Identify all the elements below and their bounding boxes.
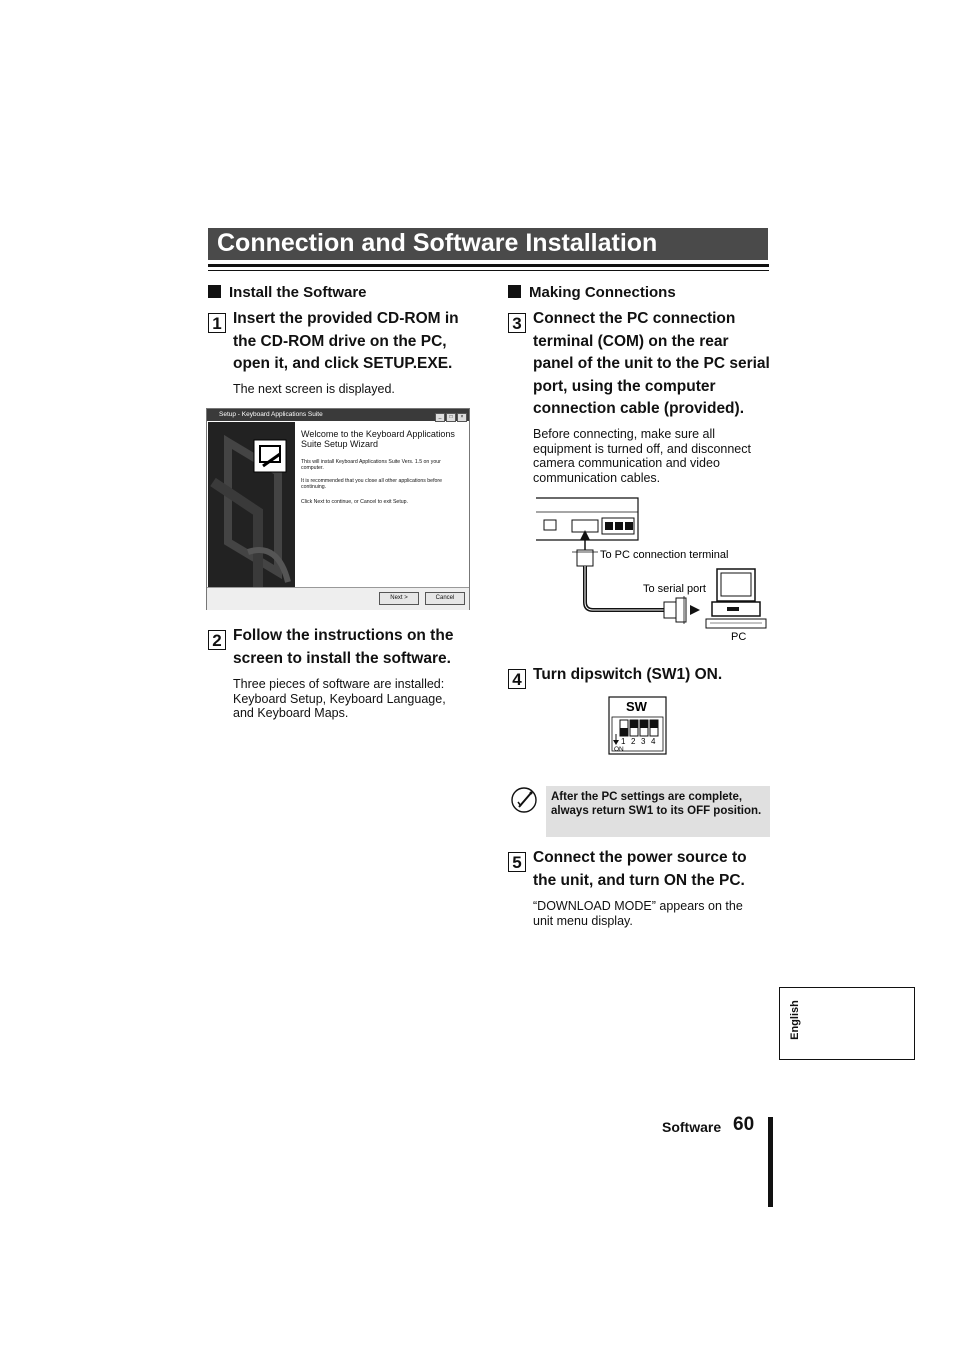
switch-number-4: 4 (651, 737, 656, 746)
window-titlebar (207, 409, 469, 421)
step-5-text: Connect the power source to the unit, and turn ON the PC. (533, 849, 747, 889)
square-bullet-icon (208, 285, 221, 298)
wizard-line-3: Click Next to continue, or Cancel to exit Setup. (301, 499, 408, 505)
setup-wizard-screenshot (206, 408, 470, 610)
connection-diagram (534, 494, 770, 646)
language-tab-label: English (789, 1000, 801, 1040)
step-number-3: 3 (508, 313, 526, 333)
switch-3[interactable] (640, 720, 648, 736)
step-1-text: Insert the provided CD-ROM in the CD-ROM drive on the PC, open it, and click SETUP.EXE. (233, 310, 459, 372)
section-heading-install: Install the Software (208, 284, 367, 302)
switch-number-3: 3 (641, 737, 646, 746)
footer-bar (768, 1117, 773, 1207)
switch-1[interactable] (620, 720, 628, 736)
step-2-body: Three pieces of software are installed: Keyboard Setup, Keyboard Language, and Keyboard Maps. (233, 677, 446, 720)
title-rule (208, 264, 769, 267)
switch-number-1: 1 (621, 737, 626, 746)
square-bullet-icon (508, 285, 521, 298)
wizard-line-1: This will install Keyboard Applications Suite Vers. 1.5 on your computer. (301, 459, 441, 471)
switch-4[interactable] (650, 720, 658, 736)
cancel-button[interactable]: Cancel (425, 592, 465, 605)
arrow-right-icon (690, 605, 700, 615)
dipswitch-title: SW (626, 699, 647, 714)
pc-icon (706, 569, 766, 628)
minimize-icon[interactable]: _ (435, 413, 445, 422)
step-3-body: Before connecting, make sure all equipment is turned off, and disconnect camera communication and video communication cables. (533, 427, 751, 485)
switch-2[interactable] (630, 720, 638, 736)
label-serial-port: To serial port (643, 583, 706, 595)
cable-connector-icon (577, 550, 593, 566)
step-1-body: The next screen is displayed. (233, 382, 395, 396)
step-number-1: 1 (208, 313, 226, 333)
wizard-decoration-icon (208, 422, 295, 587)
step-number-2: 2 (208, 630, 226, 650)
step-number-4: 4 (508, 669, 526, 689)
note-icon (510, 786, 540, 816)
step-2-text: Follow the instructions on the screen to install the software. (233, 627, 454, 667)
maximize-icon[interactable]: □ (446, 413, 456, 422)
wizard-side-graphic (208, 422, 295, 587)
page-title: Connection and Software Installation (217, 229, 658, 257)
title-rule-thin (208, 270, 769, 271)
footer-section-label: Software (662, 1119, 722, 1135)
step-4-text: Turn dipswitch (SW1) ON. (533, 666, 723, 683)
dipswitch-diagram (608, 696, 670, 756)
close-icon[interactable]: × (457, 413, 467, 422)
page-number: 60 (733, 1114, 755, 1135)
window-controls (434, 411, 467, 423)
step-number-5: 5 (508, 852, 526, 872)
step-5-body: “DOWNLOAD MODE” appears on the unit menu display. (533, 899, 743, 928)
window-title: Setup - Keyboard Applications Suite (219, 411, 323, 418)
wizard-heading: Welcome to the Keyboard Applications Suite Setup Wizard (301, 429, 455, 449)
on-label: ON (614, 746, 624, 753)
label-pc: PC (731, 631, 747, 643)
step-3-text: Connect the PC connection terminal (COM) on the rear panel of the unit to the PC serial port, using the computer connection cable (provided). (533, 310, 770, 417)
unit-rear-panel-icon (536, 498, 638, 540)
switch-number-2: 2 (631, 737, 636, 746)
note-text: After the PC settings are complete, always return SW1 to its OFF position. (551, 791, 762, 817)
section-heading-connections: Making Connections (508, 284, 676, 302)
wizard-line-2: It is recommended that you close all other applications before continuing. (301, 478, 443, 490)
label-pc-terminal: To PC connection terminal (600, 549, 729, 561)
next-button[interactable]: Next > (379, 592, 419, 605)
